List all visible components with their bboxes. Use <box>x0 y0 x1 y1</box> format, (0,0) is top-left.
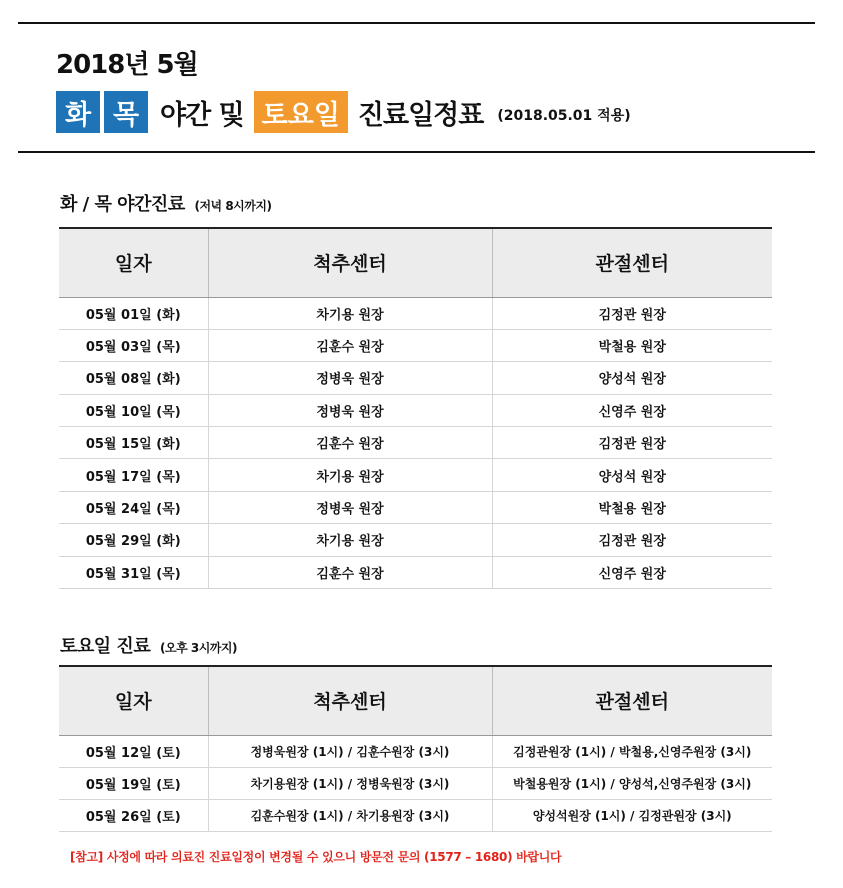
row-spine: 차기용원장 (1시) / 정병욱원장 (3시) <box>208 767 492 799</box>
table-row <box>59 329 772 361</box>
weeknight-title: 화 / 목 야간진료 <box>60 194 185 215</box>
effective-date: (2018.05.01 적용) <box>497 108 631 124</box>
header-date: 일자 <box>59 666 208 735</box>
row-spine: 차기용 원장 <box>208 524 492 556</box>
row-spine: 김훈수 원장 <box>208 556 492 588</box>
row-joint: 양성석원장 (1시) / 김정관원장 (3시) <box>492 799 772 831</box>
row-date: 05월 03일 (목) <box>59 329 208 361</box>
saturday-section-title <box>60 632 237 658</box>
header-date: 일자 <box>59 228 208 297</box>
header-spine-center: 척추센터 <box>208 666 492 735</box>
schedule-title <box>56 90 631 134</box>
row-joint: 박철용 원장 <box>492 329 772 361</box>
row-joint: 김정관 원장 <box>492 427 772 459</box>
table-row <box>59 799 772 831</box>
row-date: 05월 31일 (목) <box>59 556 208 588</box>
row-spine: 김훈수 원장 <box>208 427 492 459</box>
row-joint: 양성석 원장 <box>492 459 772 491</box>
notice-text: [참고] 사정에 따라 의료진 진료일정이 변경될 수 있으니 방문전 문의 (1577 – 1680) 바랍니다 <box>70 850 562 864</box>
row-spine: 정병욱 원장 <box>208 362 492 394</box>
row-date: 05월 10일 (목) <box>59 394 208 426</box>
table-header-row <box>59 228 772 297</box>
row-date: 05월 01일 (화) <box>59 297 208 329</box>
row-joint: 김정관원장 (1시) / 박철용,신영주원장 (3시) <box>492 735 772 767</box>
row-joint: 박철용 원장 <box>492 491 772 523</box>
title-text-night: 야간 및 <box>160 99 244 131</box>
row-date: 05월 29일 (화) <box>59 524 208 556</box>
row-date: 05월 12일 (토) <box>59 735 208 767</box>
row-joint: 박철용원장 (1시) / 양성석,신영주원장 (3시) <box>492 767 772 799</box>
row-date: 05월 17일 (목) <box>59 459 208 491</box>
weeknight-table <box>59 227 772 589</box>
row-spine: 차기용 원장 <box>208 459 492 491</box>
row-joint: 김정관 원장 <box>492 297 772 329</box>
top-rule <box>18 22 815 24</box>
table-row <box>59 556 772 588</box>
thursday-badge: 목 <box>104 91 148 133</box>
tuesday-badge: 화 <box>56 91 100 133</box>
row-spine: 김훈수원장 (1시) / 차기용원장 (3시) <box>208 799 492 831</box>
header-joint-center: 관절센터 <box>492 666 772 735</box>
saturday-title: 토요일 진료 <box>60 636 151 657</box>
row-joint: 김정관 원장 <box>492 524 772 556</box>
row-spine: 정병욱 원장 <box>208 394 492 426</box>
saturday-badge: 토요일 <box>254 91 348 133</box>
weeknight-subtitle: (저녁 8시까지) <box>194 199 272 213</box>
weeknight-section-title <box>60 190 271 216</box>
row-spine: 정병욱 원장 <box>208 491 492 523</box>
row-spine: 차기용 원장 <box>208 297 492 329</box>
row-date: 05월 19일 (토) <box>59 767 208 799</box>
table-row <box>59 491 772 523</box>
saturday-subtitle: (오후 3시까지) <box>160 641 237 655</box>
table-header-row <box>59 666 772 735</box>
header-spine-center: 척추센터 <box>208 228 492 297</box>
row-date: 05월 08일 (화) <box>59 362 208 394</box>
table-row <box>59 362 772 394</box>
bottom-rule <box>18 151 815 153</box>
row-spine: 김훈수 원장 <box>208 329 492 361</box>
table-row <box>59 297 772 329</box>
table-row <box>59 524 772 556</box>
page-title: 2018년 5월 <box>56 50 198 80</box>
table-row <box>59 767 772 799</box>
row-joint: 신영주 원장 <box>492 556 772 588</box>
title-text-schedule: 진료일정표 <box>357 99 484 131</box>
table-row <box>59 459 772 491</box>
row-date: 05월 15일 (화) <box>59 427 208 459</box>
table-row <box>59 394 772 426</box>
row-joint: 양성석 원장 <box>492 362 772 394</box>
row-spine: 정병욱원장 (1시) / 김훈수원장 (3시) <box>208 735 492 767</box>
table-row <box>59 735 772 767</box>
row-joint: 신영주 원장 <box>492 394 772 426</box>
row-date: 05월 26일 (토) <box>59 799 208 831</box>
saturday-table <box>59 665 772 832</box>
row-date: 05월 24일 (목) <box>59 491 208 523</box>
table-row <box>59 427 772 459</box>
header-joint-center: 관절센터 <box>492 228 772 297</box>
